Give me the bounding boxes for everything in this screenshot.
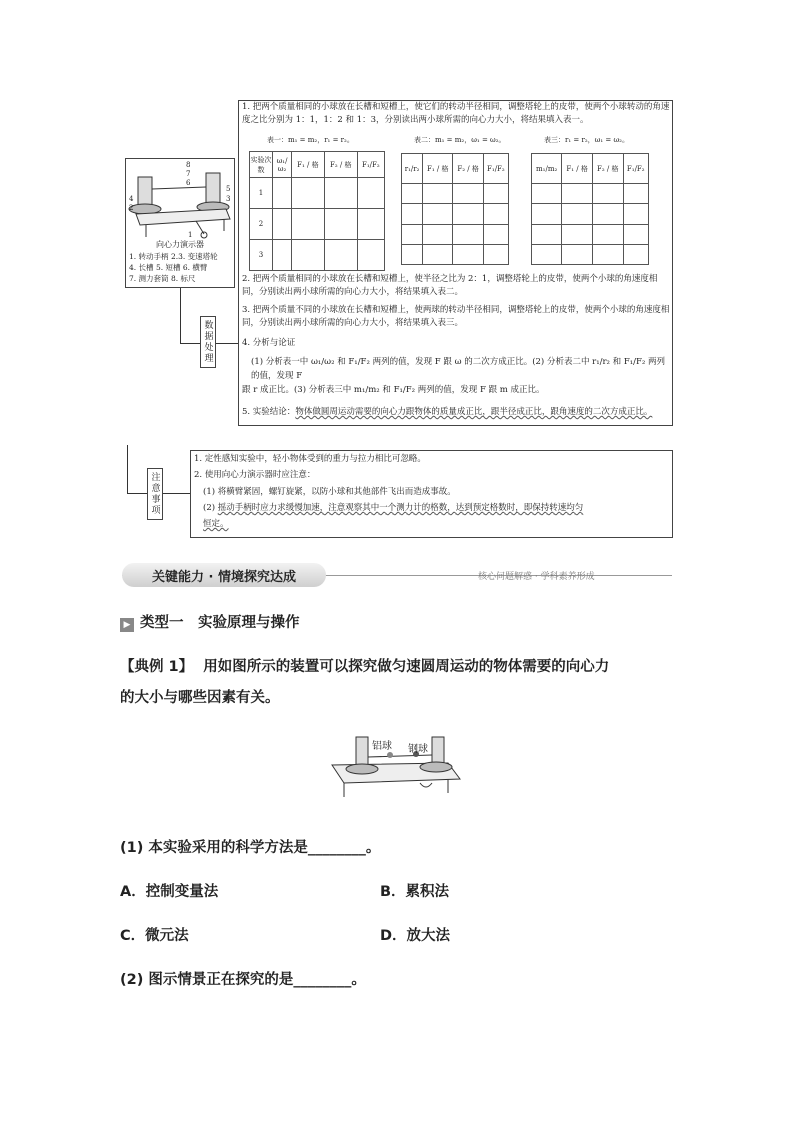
table-2-title: 表二：m₁ = m₂，ω₁ = ω₂。 (414, 136, 506, 144)
t1-row-num: 2 (250, 209, 273, 240)
option-a: A．控制变量法 (120, 884, 219, 900)
diagram-num-5: 5 (226, 185, 231, 193)
legend-item: 6. 横臂 (182, 263, 208, 272)
legend-item: 1. 转动手柄 (129, 252, 169, 261)
legend-item: 7. 测力套筒 (129, 274, 169, 283)
diagram-num-3: 3 (226, 195, 231, 203)
table-2 (401, 153, 509, 265)
t1-row-num: 1 (250, 178, 273, 209)
example-line-2: 的大小与哪些因素有关。 (120, 690, 280, 706)
diagram-legend (129, 251, 218, 284)
table-3-title: 表三：r₁ = r₂，ω₁ = ω₂。 (544, 136, 629, 144)
note-4-text: 摇动手柄时应力求缓慢加速，注意观察其中一个测力计的格数，达到预定格数时，即保持转速均匀 (217, 503, 584, 513)
connector-line (216, 343, 238, 344)
diagram-num-7: 7 (186, 170, 191, 178)
notes-box (190, 450, 673, 538)
note-4-prefix: (2) (203, 503, 218, 513)
connector-line (127, 445, 128, 493)
step-5-conclusion: 物体做圆周运动需要的向心力跟物体的质量成正比，跟半径成正比，跟角速度的二次方成正比。 (295, 407, 653, 417)
option-b: B．累积法 (380, 884, 450, 900)
step-5 (242, 405, 670, 419)
step-4-line1: (1) 分析表一中 ω₁/ω₂ 和 F₁/F₂ 两列的值，发现 F 跟 ω 的二次方成正比。(2) 分析表二中 r₁/r₂ 和 F₁/F₂ 两列的值，发现 F (251, 357, 666, 381)
table-1-title: 表一：m₁ = m₂，r₁ = r₂。 (267, 136, 354, 144)
t3-header: m₁/m₂ (532, 154, 562, 184)
diagram-num-8: 8 (186, 161, 191, 169)
step-2: 2. 把两个质量相同的小球放在长槽和短槽上，使半径之比为 2：1，调整塔轮上的皮带，使两个小球的角速度相同，分别读出两小球所需的向心力大小，将结果填入表二。 (242, 274, 658, 297)
legend-item: 8. 标尺 (170, 274, 196, 283)
t2-header: F₂ / 格 (453, 154, 483, 184)
t1-header: F₁/F₂ (357, 152, 384, 178)
t1-row-num: 3 (250, 240, 273, 271)
t2-header: F₁/F₂ (483, 154, 508, 184)
example-apparatus-illustration (328, 735, 468, 805)
legend-item: 2.3. 变速塔轮 (170, 252, 218, 261)
diagram-caption: 向心力演示器 (156, 240, 204, 249)
t1-header: F₂ / 格 (324, 152, 357, 178)
t2-header: F₁ / 格 (423, 154, 453, 184)
note-3: (1) 将横臂紧固，螺钉旋紧，以防小球和其他部件飞出而造成事故。 (203, 487, 456, 497)
apparatus-diagram-box (125, 158, 235, 288)
note-4 (203, 501, 669, 515)
legend-item: 5. 短槽 (155, 263, 181, 272)
step-4-line2: 跟 r 成正比。(3) 分析表三中 m₁/m₂ 和 F₁/F₂ 两列的值，发现 F 跟 m 成正比。 (242, 385, 545, 395)
step-4-title: 4. 分析与论证 (242, 338, 296, 348)
notes-label: 注意事项 (147, 468, 163, 520)
connector-line (163, 493, 190, 494)
diagram-num-1: 1 (188, 231, 193, 239)
t3-header: F₁ / 格 (562, 154, 593, 184)
data-processing-box (238, 100, 673, 426)
t3-header: F₁/F₂ (623, 154, 648, 184)
step-3: 3. 把两个质量不同的小球放在长槽和短槽上，使两球的转动半径相同，调整塔轮上的皮带，使两个小球的角速度相同，分别读出两小球所需的向心力大小，将结果填入表三。 (242, 305, 670, 328)
step-1: 1. 把两个质量相同的小球放在长槽和短槽上，使它们的转动半径相同，调整塔轮上的皮带，使两个小球转动的角速度之比分别为 1：1，1：2 和 1：3，分别读出两小球所需的向心力大小，将结果填入表一。 (242, 102, 670, 125)
table-1 (249, 151, 385, 271)
ball-label-aluminum: 铝球 (372, 741, 392, 752)
connector-line (127, 493, 147, 494)
diagram-num-2: 2 (129, 204, 134, 212)
ball-label-steel: 钢球 (408, 744, 428, 755)
data-processing-label: 数据处理 (200, 316, 216, 368)
connector-line (180, 343, 200, 344)
diagram-num-6: 6 (186, 179, 191, 187)
type-marker-icon: ▶ (120, 618, 134, 632)
legend-item: 4. 长槽 (129, 263, 154, 272)
t1-header: 实验次数 (250, 152, 273, 178)
note-2: 2. 使用向心力演示器时应注意： (194, 470, 316, 480)
t1-header: F₁ / 格 (292, 152, 325, 178)
t1-header: ω₁/ω₂ (273, 152, 292, 178)
apparatus-illustration (126, 159, 234, 244)
example-line-1 (120, 655, 680, 676)
section-right-caption: 核心问题解惑 · 学科素养形成 (478, 572, 595, 582)
connector-line (180, 288, 181, 343)
question-1: (1) 本实验采用的科学方法是________。 (120, 840, 381, 856)
example-label: 【典例 1】 (120, 659, 194, 675)
type-heading (120, 611, 300, 632)
step-5-prefix: 5. 实验结论： (242, 407, 296, 417)
option-c: C．微元法 (120, 928, 189, 944)
t3-header: F₂ / 格 (592, 154, 623, 184)
diagram-num-4: 4 (129, 195, 134, 203)
type-title: 类型一 实验原理与操作 (140, 615, 300, 631)
t2-header: r₁/r₂ (402, 154, 423, 184)
note-4-continued: 恒定。 (203, 519, 229, 529)
option-d: D．放大法 (380, 928, 451, 944)
question-2: (2) 图示情景正在探究的是________。 (120, 972, 366, 988)
example-text-1: 用如图所示的装置可以探究做匀速圆周运动的物体需要的向心力 (203, 659, 610, 675)
note-1: 1. 定性感知实验中，轻小物体受到的重力与拉力相比可忽略。 (194, 454, 426, 464)
table-3 (531, 153, 649, 265)
section-banner: 关键能力 · 情境探究达成 (122, 563, 326, 587)
